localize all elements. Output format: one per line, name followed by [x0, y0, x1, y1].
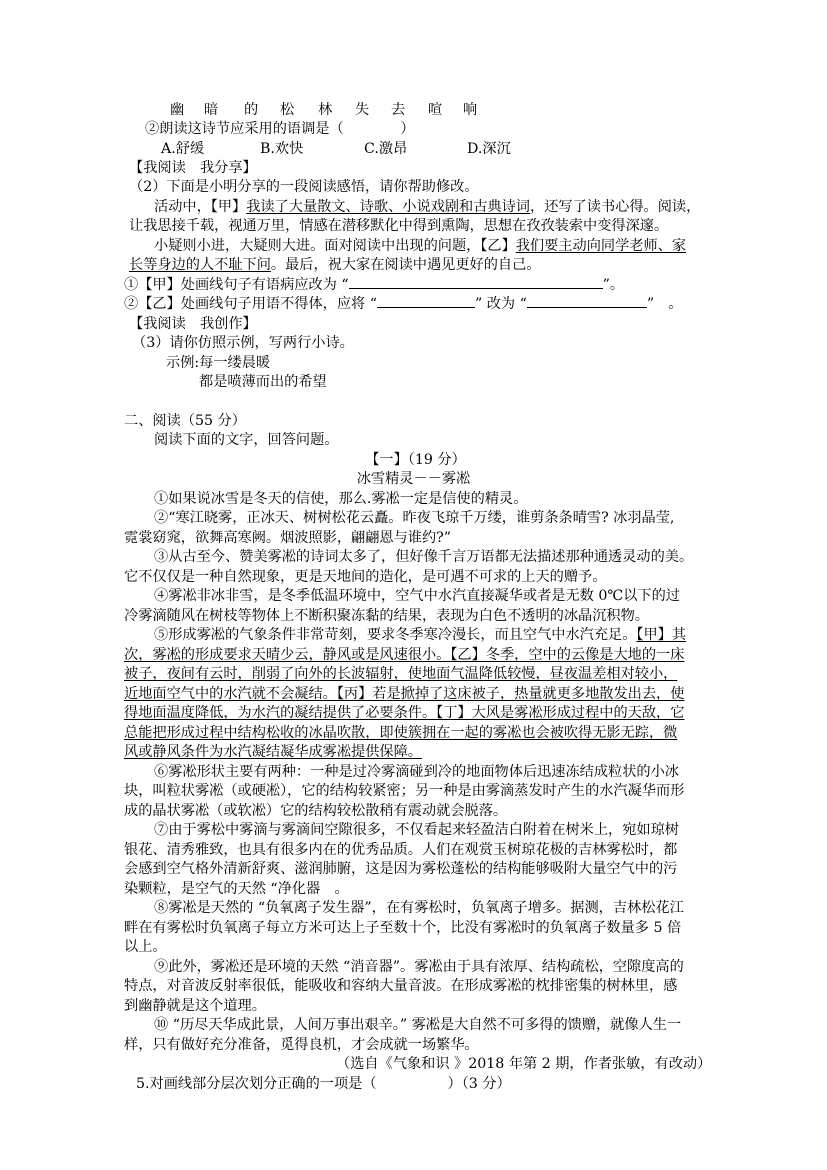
article-para-7: ⑦由于雾松中雾滴与雾滴间空隙很多，不仅看起来轻盈洁白附着在树米上，宛如琼树: [154, 822, 679, 838]
answer-blank[interactable]: [527, 294, 647, 308]
question-tone: ②朗读这诗节应采用的语调是（ ）: [145, 121, 415, 137]
article-para-2: ②“寒江晓雾，正冰天、树树松花云矗。昨夜飞琼千万缕，谁剪条条晴雪? 冰羽晶莹,: [154, 510, 675, 526]
article-para-3: 它不仅仅是一种自然现象，更是天地间的造化，是可遇不可求的上天的赠予。: [124, 569, 607, 585]
article-para-5: ⑤形成雾凇的气象条件非常苛刻，要求冬季寒冷漫长，而且空气中水汽充足。【甲】其: [154, 627, 687, 643]
article-source: （选自《气象和识 》2018 年第 2 期，作者张敏，有改动）: [336, 1056, 712, 1072]
article-title: 冰雪精灵－－雾凇: [356, 471, 471, 487]
article-para-8: ⑧雾凇是天然的 “负氧离子发生器”，在有雾松时，负氧离子增多。据测，吉林松花江: [154, 900, 684, 916]
article-para-9: 特点，对音波反射率很低，能吸收和容纳大量音波。在形成雾凇的枕排密集的树林里，感: [124, 978, 678, 994]
poem-char: 幽: [170, 102, 185, 118]
poem-char: 暗: [204, 102, 219, 118]
article-para-5-underlined: 得地面温度降低，为水汽的凝结提供了必要条件。【丁】大风是雾凇形成过程中的天敌，它: [124, 705, 685, 721]
section-heading-share: 【我阅读 我分享】: [129, 160, 257, 176]
article-para-6: ⑥雾凇形状主要有两种：一种是过冷雾滴碰到冷的地面物体后迅速冻结成粒状的小冰: [154, 764, 679, 780]
article-para-4: ④雾凇非冰非雪，是冬季低温环境中，空气中水汽直接凝华或者是无数 0℃以下的过: [154, 588, 680, 604]
option-b: B.欢快: [260, 141, 304, 157]
poem-char: 林: [318, 102, 333, 118]
question-2-intro: （2）下面是小明分享的一段阅读感悟，请你帮助修改。: [129, 179, 479, 195]
article-para-9: ⑨此外，雾凇还是环境的天然 “消音器”。雾凇由于具有浓厚、结构疏松，空隙度高的: [154, 959, 684, 975]
revision-question-1: ①【甲】处画线句子有语病应改为 “ ”。: [124, 277, 625, 293]
article-para-2: 霓裳窈窕，欲舞高寒阙。烟波照影，翩翩恩与谁约?”: [124, 530, 451, 546]
article-para-7: 会感到空气格外清新舒爽、滋润肺腑，这是因为雾松蓬松的结构能够吸附大量空气中的污: [124, 861, 678, 877]
article-para-8: 畔在有雾松时负氧离子每立方米可达上子至数十个，比没有雾凇时的负氧离子数量多 5 倍: [124, 920, 682, 936]
question-5: 5.对画线部分层次划分正确的一项是（ ）（3 分）: [136, 1076, 511, 1092]
paragraph-line: 长等身边的人不耻下问。最后，祝大家在阅读中遇见更好的自己。: [129, 257, 541, 273]
paragraph-line: 让我思接千载，视通万里，情感在潜移默化中得到熏陶，思想在孜孜装索中变得深邃。: [129, 218, 669, 234]
poem-char: 失: [355, 102, 370, 118]
option-a: A.舒缓: [161, 141, 205, 157]
paragraph-line: 活动中，【甲】我读了大量散文、诗歌、小说戏剧和古典诗词，还写了读书心得。阅读，: [154, 199, 701, 215]
answer-blank[interactable]: [349, 275, 603, 289]
section-heading: 二、阅读（55 分）: [124, 413, 246, 429]
poem-char: 响: [463, 102, 478, 118]
article-para-5-underlined: 被子，夜间有云时，削弱了向外的长波辐射，使地面气温降低较慢，昼夜温差相对较小，: [124, 666, 678, 682]
article-para-10: ⑩ “历尽天华成此景，人间万事出艰辛。” 雾凇是大自然不可多得的馈赠，就像人生一: [154, 1017, 682, 1033]
article-para-8: 以上。: [124, 939, 167, 955]
article-para-7: 银花、清秀雅致，也具有很多内在的优秀品质。人们在观赏玉树琼花极的吉林雾松时，都: [124, 842, 678, 858]
article-para-5-underlined: 近地面空气中的水汽就不会凝结。【丙】若是掀掉了这床被子，热量就更多地散发出去，使: [124, 686, 685, 702]
poem-char: 喧: [428, 102, 443, 118]
article-para-7: 染颗粒，是空气的天然 “净化器 。: [124, 881, 349, 897]
paragraph-line: 小疑则小进，大疑则大进。面对阅读中出现的问题，【乙】我们要主动向同学老师、家: [154, 238, 687, 254]
article-para-6: 成的晶状雾凇（或软凇）它的结构较松散稍有震动就会脱落。: [124, 803, 508, 819]
article-para-3: ③从古至今、赞美雾凇的诗词太多了，但好像千言万语都无法描述那种通透灵动的美。: [154, 549, 694, 565]
underlined-sentence-yi: 我们要主动向同学老师、家: [515, 238, 687, 254]
example-line: 都是喷薄而出的希望: [199, 374, 327, 390]
section-heading-create: 【我阅读 我创作】: [129, 316, 257, 332]
article-para-5-underlined: 风或静风条件为水汽凝结凝华成雾凇提供保障。: [124, 744, 422, 760]
article-para-10: 样，只有做好充分准备，觅得良机，才会成就一场繁华。: [124, 1037, 479, 1053]
example-line: 示例:每一缕晨暖: [166, 355, 271, 371]
answer-blank[interactable]: [377, 294, 475, 308]
article-para-1: ①如果说冰雪是冬天的信使，那么.雾凇一定是信使的精灵。: [154, 491, 528, 507]
poem-char: 去: [391, 102, 406, 118]
poem-char: 的: [244, 102, 259, 118]
option-d: D.深沉: [467, 141, 511, 157]
part-label: 【一】（19 分）: [365, 452, 466, 468]
article-para-5-underlined: 次，雾凇的形成要求天晴少云，静风或是风速很小。【乙】冬季，空中的云像是大地的一床: [124, 647, 685, 663]
article-para-6: 块，叫粒状雾凇（或硬凇），它的结构较紧密；另一种是由雾滴蒸发时产生的水汽凝华而形: [124, 783, 685, 799]
article-para-4: 冷雾滴随风在树枝等物体上不断积聚冻黏的结果，表现为白色不透明的冰晶沉积物。: [124, 608, 649, 624]
question-3: （3）请你仿照示例，写两行小诗。: [132, 335, 354, 351]
section-intro: 阅读下面的文字，回答问题。: [154, 432, 339, 448]
revision-question-2: ②【乙】处画线句子用语不得体，应将 “ ” 改为 “ ” 。: [124, 296, 683, 312]
article-para-9: 到幽静就是这个道理。: [124, 998, 266, 1014]
option-c: C.激昂: [364, 141, 408, 157]
poem-char: 松: [280, 102, 295, 118]
article-para-5-underlined: 总能把形成过程中结构松收的冰晶吹散，即使簇拥在一起的雾凇也会被吹得无影无踪，微: [124, 725, 678, 741]
underlined-sentence-jia: 我读了大量散文、诗歌、小说戏剧和古典诗词: [246, 199, 530, 215]
